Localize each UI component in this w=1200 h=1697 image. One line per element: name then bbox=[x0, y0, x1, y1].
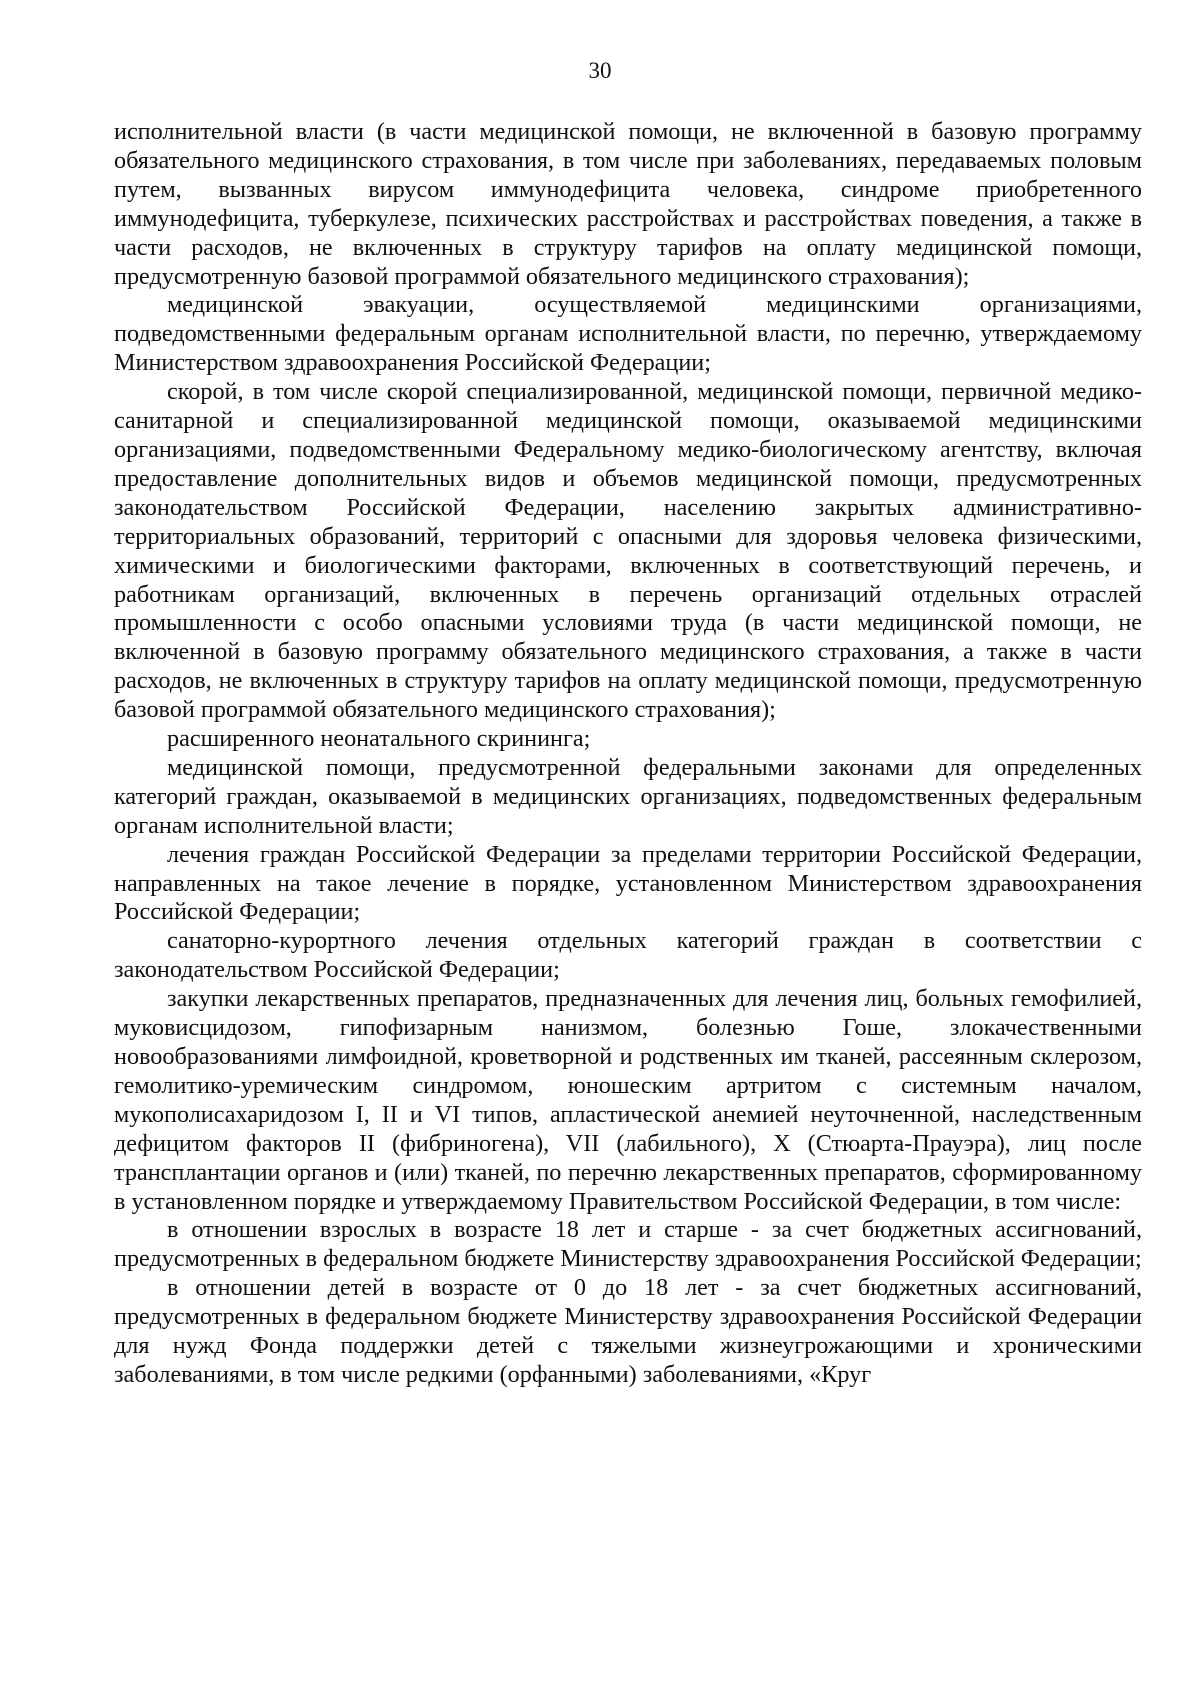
paragraph-treatment-abroad: лечения граждан Российской Федерации за пределами территории Российской Федерации, направленных на такое лечение в порядке, установленном Министерством здравоохранения Российской Федерации; bbox=[114, 840, 1142, 926]
paragraph-neonatal-screening: расширенного неонатального скрининга; bbox=[167, 725, 591, 753]
paragraph-continuation: исполнительной власти (в части медицинской помощи, не включенной в базовую программу обязательного медицинского страхования, в том числе при заболеваниях, передаваемых половым путем, вызванных вирусом иммунодефицита человека, синдроме приобретенного иммунодефицита, туберкулезе, психических расстройствах и расстройствах поведения, а также в части расходов, не включенных в структуру тарифов на оплату медицинской помощи, предусмотренную базовой программой обязательного медицинского страхования); bbox=[114, 118, 1142, 290]
document-body bbox=[114, 118, 1142, 1390]
paragraph-sanatorium-treatment: санаторно-курортного лечения отдельных категорий граждан в соответствии с законодательством Российской Федерации; bbox=[114, 927, 1142, 984]
paragraph-children: в отношении детей в возрасте от 0 до 18 лет - за счет бюджетных ассигнований, предусмотренных в федеральном бюджете Министерству здравоохранения Российской Федерации для нужд Фонда поддержки детей с тяжелыми жизнеугрожающими и хроническими заболеваниями, в том числе редкими (орфанными) заболеваниями, «Круг bbox=[114, 1274, 1142, 1388]
paragraph-medical-evacuation: медицинской эвакуации, осуществляемой медицинскими организациями, подведомственными федеральным органам исполнительной власти, по перечню, утверждаемому Министерством здравоохранения Российской Федерации; bbox=[114, 291, 1142, 377]
paragraph-federal-laws-care: медицинской помощи, предусмотренной федеральными законами для определенных категорий граждан, оказываемой в медицинских организациях, подведомственных федеральным органам исполнительной власти; bbox=[114, 753, 1142, 839]
paragraph-emergency-care: скорой, в том числе скорой специализированной, медицинской помощи, первичной медико-санитарной и специализированной медицинской помощи, оказываемой медицинскими организациями, подведомственными Федеральному медико-биологическому агентству, включая предоставление дополнительных видов и объемов медицинской помощи, предусмотренных законодательством Российской Федерации, населению закрытых административно-территориальных образований, территорий с опасными для здоровья человека физическими, химическими и биологическими факторами, включенных в соответствующий перечень, и работникам организаций, включенных в перечень организаций отдельных отраслей промышленности с особо опасными условиями труда (в части медицинской помощи, не включенной в базовую программу обязательного медицинского страхования, а также в части расходов, не включенных в структуру тарифов на оплату медицинской помощи, предусмотренную базовой программой обязательного медицинского страхования); bbox=[114, 378, 1142, 724]
paragraph-drug-procurement: закупки лекарственных препаратов, предназначенных для лечения лиц, больных гемофилией, муковисцидозом, гипофизарным нанизмом, болезнью Гоше, злокачественными новообразованиями лимфоидной, кроветворной и родственных им тканей, рассеянным склерозом, гемолитико-уремическим синдромом, юношеским артритом с системным началом, мукополисахаридозом I, II и VI типов, апластической анемией неуточненной, наследственным дефицитом факторов II (фибриногена), VII (лабильного), X (Стюарта-Прауэра), лиц после трансплантации органов и (или) тканей, по перечню лекарственных препаратов, сформированному в установленном порядке и утверждаемому Правительством Российской Федерации, в том числе: bbox=[114, 985, 1142, 1215]
page-number: 30 bbox=[588, 58, 612, 83]
paragraph-adults: в отношении взрослых в возрасте 18 лет и старше - за счет бюджетных ассигнований, предусмотренных в федеральном бюджете Министерству здравоохранения Российской Федерации; bbox=[114, 1216, 1142, 1273]
